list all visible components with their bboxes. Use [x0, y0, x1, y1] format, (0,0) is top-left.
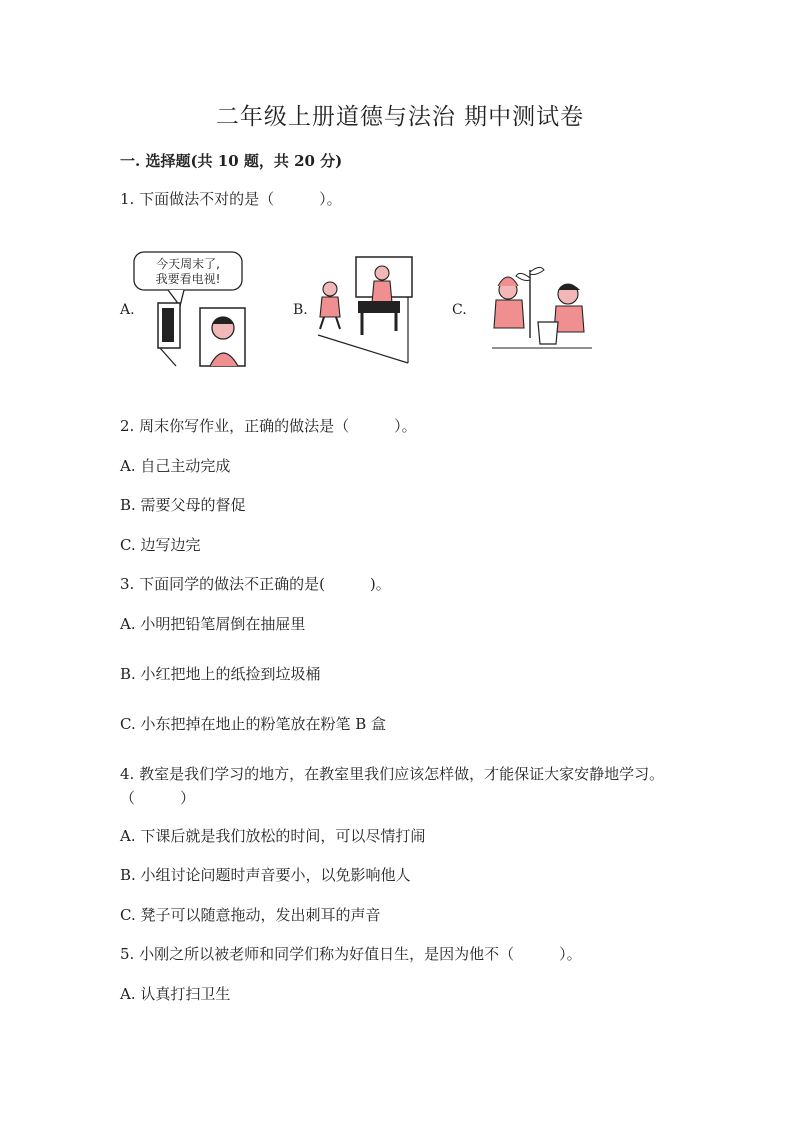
- q3-option-c[interactable]: C. 小东把掉在地止的粉笔放在粉笔 B 盒: [120, 715, 387, 733]
- q3-option-a[interactable]: A. 小明把铅笔屑倒在抽屉里: [120, 615, 306, 633]
- question-5-stem: 5. 小刚之所以被老师和同学们称为好值日生，是因为他不（ ）。: [120, 945, 582, 963]
- q2-option-b[interactable]: B. 需要父母的督促: [120, 496, 246, 514]
- question-2-stem: 2. 周末你写作业，正确的做法是（ ）。: [120, 417, 417, 435]
- q5-option-a[interactable]: A. 认真打扫卫生: [120, 985, 231, 1003]
- q4-option-a[interactable]: A. 下课后就是我们放松的时间，可以尽情打闹: [120, 827, 426, 845]
- tree-planting-illustration: [488, 260, 596, 350]
- page-title: 二年级上册道德与法治 期中测试卷: [215, 104, 585, 130]
- q1-option-c-label: C.: [452, 302, 467, 318]
- q4-option-b[interactable]: B. 小组讨论问题时声音要小，以免影响他人: [120, 866, 411, 884]
- classroom-cleaning-illustration: [308, 255, 416, 365]
- question-3-stem: 3. 下面同学的做法不正确的是( )。: [120, 575, 391, 593]
- q4-option-c[interactable]: C. 凳子可以随意拖动，发出刺耳的声音: [120, 906, 381, 924]
- q2-option-a[interactable]: A. 自己主动完成: [120, 457, 231, 475]
- question-1-stem: 1. 下面做法不对的是（ ）。: [120, 190, 342, 208]
- q1-option-a-label: A.: [120, 302, 135, 318]
- q2-option-c[interactable]: C. 边写边完: [120, 536, 201, 554]
- section-heading: 一. 选择题(共 10 题，共 20 分): [120, 152, 343, 170]
- q1-option-b-label: B.: [293, 302, 308, 318]
- tv-watching-illustration: [128, 248, 253, 370]
- q3-option-b[interactable]: B. 小红把地上的纸捡到垃圾桶: [120, 665, 321, 683]
- speech-bubble-line-1: 今天周末了,: [156, 257, 220, 271]
- question-4-stem: 4. 教室是我们学习的地方，在教室里我们应该怎样做，才能保证大家安静地学习。（ ）: [120, 765, 665, 807]
- speech-bubble-line-2: 我要看电视!: [155, 272, 221, 286]
